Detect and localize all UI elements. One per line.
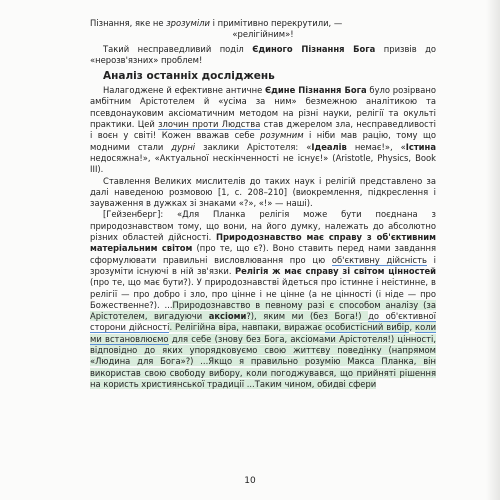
underlined-objective-reality: об'єктивну дійсність	[331, 254, 427, 265]
highlighted-science-analysis: Природознавство в певному разі є способом аналізу (за Арістотелем, вигадуючи аксіоми?), яким ми (без Бога!)	[90, 299, 436, 322]
paragraph-unfair-division: Такий несправедливий поділ Єдиного Пізнання Бога призвів до «нерозв'язних» проблем!	[90, 43, 437, 65]
paragraph-great-thinkers: Ставлення Великих мислителів до таких наук і релігій представлено за далі наведеною розмовою [1, с. 208–210] (виокремлення, підкреслення і зауваження в дужках зі знаками «?», «!» — наші).	[90, 175, 436, 209]
page-number: 10	[244, 476, 256, 486]
section-heading: Аналіз останніх досліджень	[103, 70, 275, 83]
underlined-objective-side: до об'єктивної сторони дійсності	[90, 311, 436, 333]
page-spine-shadow	[486, 0, 500, 500]
paragraph-heisenberg-quote: [Гейзенберг]: «Для Планка релігія може бути поєднана з природознавством тому, що вони, на його думку, належать до абсолютно різних областей дійсності. Природознавство має справу з об'єктивним матеріальним світом (про те, що є?). Воно ставить перед нами завдання сформулювати правильні висловлювання про цю об'єктивну дійсність і зрозуміти існуючі в ній зв'язки. Релігія ж має справу зі світом цінностей (про те, що має бути?). У природознавстві йдеться про істинне і неістинне, в релігії — про добро і зло, про цінне і не цінне (а не цінності (і ніде — про Божественне?). ...Природознавство в певному разі є способом аналізу (за Арістотелем, вигадуючи аксіоми?), яким ми (без Бога!) до об'єктивної сторони дійсності. Релігійна віра, навпаки, виражає особистісний вибір, коли ми встановлюємо для себе (знову без Бога, аксіомами Арістотеля!) цінності, відповідно до яких упорядковуємо свою життєву поведінку (напрямом «Людина для Бога»?) ...Якщо я правильно розумію Макса Планка, він використав свою свободу вибору, коли погоджувався, що прийняті рішення на користь християнської традиції ...Таким чином, обидві сфери	[90, 209, 437, 389]
page-text-body	[90, 18, 436, 390]
paragraph-aristotle: Налагоджене й ефективне античне Єдине Пізнання Бога було розірвано амбітним Арістотелем й «усіма за ним» безмежною аналітикою та псевдонауковим аксіоматичним методом на різні науки, релігії та окульті практики. Цей злочин проти Людства став джерелом зла, несправедливості і воєн у світі! Кожен вважав себе розумним і ніби мав рацію, тому що модними стали дурні заклики Арістотеля: «Ідеалів немає!», «Істина недосяжна!», «Актуальної нескінченності не існує!» (Aristotle, Physics, Book III).	[90, 85, 436, 175]
underlined-when-we-establish: коли ми встановлюємо	[90, 322, 437, 344]
underlined-personal-choice: особистісний вибір	[325, 322, 410, 333]
intro-paragraph: Пізнання, яке не зрозуміли і примітивно перекрутили, —	[90, 18, 343, 28]
underlined-crime-phrase: злочин проти Людства	[158, 119, 261, 130]
intro-paragraph-line2: «релігійним»!	[232, 29, 294, 40]
